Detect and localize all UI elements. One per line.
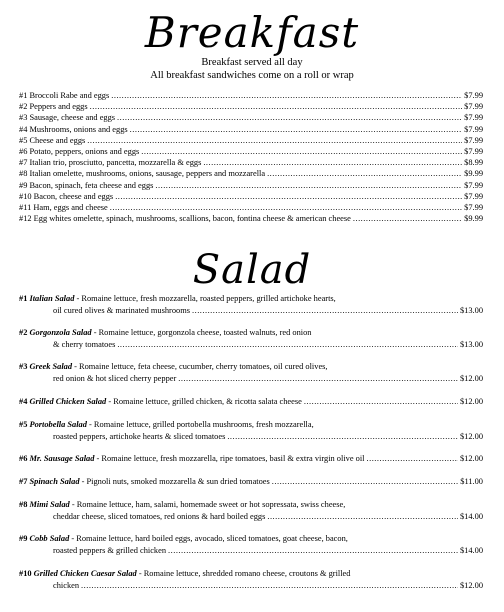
salad-item-name: Italian Salad [29, 294, 75, 303]
breakfast-item-price: $7.99 [464, 147, 483, 156]
salad-item-first-line [19, 327, 483, 339]
salad-item [19, 419, 483, 442]
breakfast-item-name: #6 Potato, peppers, onions and eggs [19, 147, 140, 156]
salad-item-second-line [19, 305, 483, 317]
breakfast-item-price: $7.99 [464, 191, 483, 201]
breakfast-item-name: #12 Egg whites omelette, spinach, mushrooms, scallions, bacon, fontina cheese & american cheese [19, 214, 351, 224]
breakfast-item-price: $7.99 [464, 135, 483, 145]
salad-item-description: - Romaine lettuce, fresh mozzarella, roasted peppers, grilled artichoke hearts, [74, 294, 336, 303]
breakfast-item [19, 202, 483, 213]
breakfast-item-name: #4 Mushrooms, onions and eggs [19, 124, 128, 134]
salad-item-description-cont: red onion & hot sliced cherry pepper [53, 373, 177, 383]
salad-item-description-cont: & cherry tomatoes [53, 339, 116, 349]
salad-item [19, 293, 483, 316]
salad-item-price: $12.00 [459, 373, 483, 383]
salad-item-number: #6 [19, 454, 28, 463]
breakfast-sandwich-note: All breakfast sandwiches come on a roll or wrap [150, 70, 354, 81]
breakfast-item-name: #8 Italian omelette, mushrooms, onions, sausage, peppers and mozzarella [19, 169, 266, 179]
salad-item [19, 499, 483, 522]
salad-item-description: - Romaine lettuce, feta cheese, cucumber, cherry tomatoes, oil cured olives, [72, 362, 328, 371]
dot-leader [155, 180, 462, 191]
breakfast-item-name: #9 Bacon, spinach, feta cheese and eggs [19, 180, 154, 190]
salad-item-price: $13.00 [459, 339, 483, 349]
dot-leader [178, 373, 458, 385]
salad-item-number: #1 [19, 294, 28, 303]
breakfast-item [19, 213, 483, 224]
salad-item-line [19, 396, 483, 408]
breakfast-item-name: #1 Broccoli Rabe and eggs [19, 91, 110, 100]
breakfast-item-price: $7.99 [464, 180, 483, 190]
dot-leader [117, 112, 462, 123]
salad-item-description-cont: chicken [53, 580, 80, 590]
breakfast-item-price: $7.99 [464, 124, 483, 134]
dot-leader [272, 476, 458, 488]
salad-item-first-line [19, 568, 483, 580]
breakfast-item [19, 112, 483, 123]
dot-leader [87, 135, 462, 146]
salad-item-line [19, 453, 483, 465]
breakfast-item [19, 180, 483, 191]
salad-item-text [19, 453, 365, 465]
breakfast-item [19, 168, 483, 179]
salad-item-second-line [19, 339, 483, 351]
dot-leader [304, 396, 458, 408]
breakfast-item [19, 90, 483, 101]
salad-item-name: Mr. Sausage Salad [29, 454, 95, 463]
salad-item-price: $12.00 [459, 580, 483, 590]
breakfast-item-name: #10 Bacon, cheese and eggs [19, 191, 114, 201]
breakfast-item [19, 101, 483, 112]
breakfast-item-price: $7.99 [464, 203, 483, 212]
breakfast-item-price: $7.99 [464, 113, 483, 123]
dot-leader [203, 157, 462, 168]
salad-item-description: - Romaine lettuce, grilled portobella mushrooms, fresh mozzarella, [86, 420, 314, 429]
salad-item [19, 396, 483, 408]
dot-leader [267, 511, 458, 523]
salad-item-description: - Romaine lettuce, fresh mozzarella, ripe tomatoes, basil & extra virgin olive oil [94, 454, 365, 463]
salad-item-description-cont: roasted peppers, artichoke hearts & sliced tomatoes [53, 431, 226, 441]
salad-item-first-line [19, 533, 483, 545]
salad-item-text [19, 396, 302, 408]
breakfast-item-name: #2 Peppers and eggs [19, 102, 88, 112]
salad-item-number: #5 [19, 420, 28, 429]
salad-item [19, 533, 483, 556]
salad-item-number: #7 [19, 477, 28, 486]
salad-heading: Salad [192, 247, 312, 293]
breakfast-item-name: #3 Sausage, cheese and eggs [19, 113, 116, 123]
dot-leader [117, 339, 458, 351]
salad-item-first-line [19, 293, 483, 305]
salad-item-number: #8 [19, 500, 28, 509]
salad-item-description: - Romaine lettuce, shredded romano cheese, croutons & grilled [136, 569, 351, 578]
dot-leader [81, 580, 458, 592]
salad-item-description: - Romaine lettuce, ham, salami, homemade sweet or hot sopressata, swiss cheese, [69, 500, 346, 509]
salad-item-price: $14.00 [459, 511, 483, 521]
salad-item [19, 476, 483, 488]
salad-item-second-line [19, 580, 483, 592]
salad-item-number: #2 [19, 328, 28, 337]
salad-item-description-cont: roasted peppers & grilled chicken [53, 545, 167, 555]
dot-leader [110, 202, 462, 213]
salad-item-price: $13.00 [459, 305, 483, 315]
breakfast-item [19, 157, 483, 168]
breakfast-item-name: #5 Cheese and eggs [19, 135, 86, 145]
salad-item-text [19, 476, 270, 488]
salad-item-name: Cobb Salad [29, 534, 70, 543]
salad-item-first-line [19, 361, 483, 373]
breakfast-item [19, 146, 483, 157]
breakfast-item-price: $9.99 [464, 169, 483, 179]
salad-item-name: Portobella Salad [29, 420, 87, 429]
salad-item [19, 361, 483, 384]
dot-leader [227, 431, 458, 443]
breakfast-item-price: $9.99 [464, 214, 483, 224]
breakfast-item-price: $8.99 [464, 158, 483, 168]
dot-leader [168, 545, 458, 557]
salad-item-price: $14.00 [459, 545, 483, 555]
breakfast-item [19, 135, 483, 146]
breakfast-item [19, 124, 483, 135]
dot-leader [130, 124, 463, 135]
dot-leader [115, 191, 462, 202]
salad-item [19, 568, 483, 591]
salad-item-description-cont: oil cured olives & marinated mushrooms [53, 305, 190, 315]
salad-item-description: - Romaine lettuce, grilled chicken, & ricotta salata cheese [106, 397, 302, 406]
breakfast-heading: Breakfast [144, 8, 360, 57]
dot-leader [367, 453, 458, 465]
dot-leader [192, 305, 458, 317]
salad-item-price: $12.00 [459, 454, 483, 463]
salad-item-name: Mimi Salad [29, 500, 70, 509]
salad-item-name: Spinach Salad [29, 477, 80, 486]
breakfast-item-name: #7 Italian trio, prosciutto, pancetta, mozzarella & eggs [19, 158, 202, 168]
salad-item-second-line [19, 545, 483, 557]
dot-leader [267, 168, 462, 179]
breakfast-item-price: $7.99 [464, 91, 483, 100]
breakfast-item-name: #11 Ham, eggs and cheese [19, 203, 108, 212]
salad-item-number: #9 [19, 534, 28, 543]
salad-item-name: Gorgonzola Salad [29, 328, 92, 337]
salad-item [19, 327, 483, 350]
salad-item-name: Grilled Chicken Caesar Salad [33, 569, 137, 578]
salad-item-price: $11.00 [460, 477, 483, 486]
salad-item-first-line [19, 499, 483, 511]
dot-leader [141, 146, 462, 157]
salad-item-price: $12.00 [459, 431, 483, 441]
salad-item-description-cont: cheddar cheese, sliced tomatoes, red onions & hard boiled eggs [53, 511, 266, 521]
salad-item-name: Greek Salad [29, 362, 73, 371]
salad-item-second-line [19, 373, 483, 385]
dot-leader [111, 90, 462, 101]
breakfast-served-note: Breakfast served all day [201, 57, 303, 68]
salad-item-description: - Pignoli nuts, smoked mozzarella & sun dried tomatoes [79, 477, 270, 486]
salad-item-number: #4 [19, 397, 28, 406]
salad-item-description: - Romaine lettuce, gorgonzola cheese, toasted walnuts, red onion [91, 328, 312, 337]
salad-item-second-line [19, 511, 483, 523]
salad-item-second-line [19, 431, 483, 443]
dot-leader [90, 101, 463, 112]
dot-leader [353, 213, 462, 224]
breakfast-item [19, 191, 483, 202]
salad-item-description: - Romaine lettuce, hard boiled eggs, avocado, sliced tomatoes, goat cheese, bacon, [69, 534, 348, 543]
breakfast-item-price: $7.99 [464, 102, 483, 112]
salad-item-line [19, 476, 483, 488]
salad-item-name: Grilled Chicken Salad [29, 397, 107, 406]
salad-item-price: $12.00 [459, 397, 483, 406]
salad-item [19, 453, 483, 465]
salad-item-number: #10 [19, 569, 32, 578]
salad-item-first-line [19, 419, 483, 431]
salad-item-number: #3 [19, 362, 28, 371]
